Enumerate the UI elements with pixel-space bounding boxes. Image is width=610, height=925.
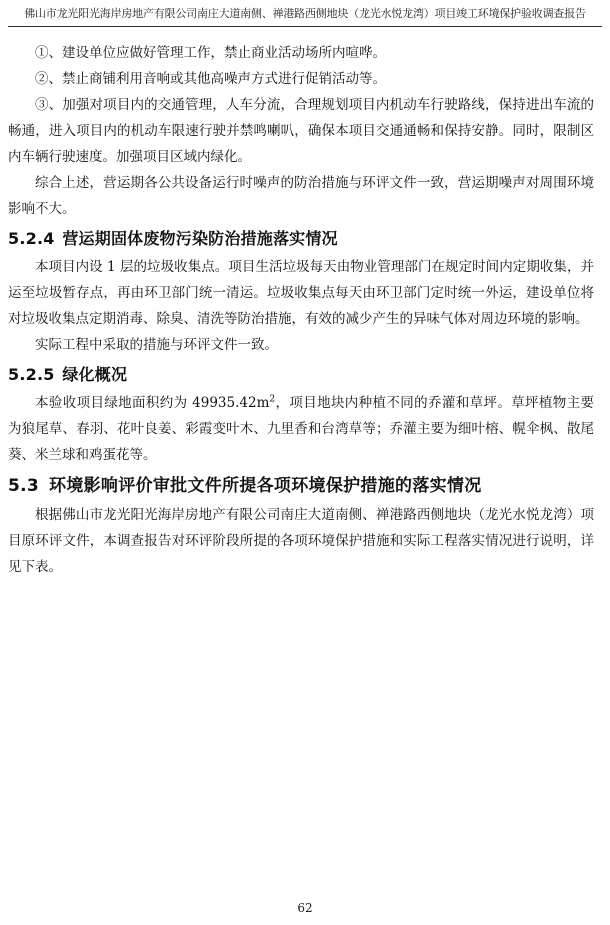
running-header: 佛山市龙光阳光海岸房地产有限公司南庄大道南侧、禅港路西侧地块（龙光水悦龙湾）项目竣工环境保护验收调查报告 [24, 7, 586, 20]
paragraph-measure-1: ①、建设单位应做好管理工作，禁止商业活动场所内喧哗。 [35, 45, 386, 61]
section-heading-5-3 [8, 470, 594, 502]
greening-text-before: 本验收项目绿地面积约为 49935.42m [35, 395, 270, 411]
paragraph-solid-waste-conclusion: 实际工程中采取的措施与环评文件一致。 [35, 337, 278, 353]
header-divider [8, 26, 602, 27]
section-heading-5-2-5 [8, 360, 594, 390]
section-title: 营运期固体废物污染防治措施落实情况 [62, 229, 338, 248]
section-number: 5.2.4 [8, 229, 55, 248]
paragraph-approval-measures: 根据佛山市龙光阳光海岸房地产有限公司南庄大道南侧、禅港路西侧地块（龙光水悦龙湾）项目原环评文件，本调查报告对环评阶段所提的各项环境保护措施和实际工程落实情况进行说明，详见下表。 [8, 507, 594, 575]
paragraph-measure-2: ②、禁止商铺利用音响或其他高噪声方式进行促销活动等。 [35, 71, 386, 87]
paragraph-solid-waste: 本项目内设 1 层的垃圾收集点。项目生活垃圾每天由物业管理部门在规定时间内定期收集，并运至垃圾暂存点，再由环卫部门统一清运。垃圾收集点每天由环卫部门定时统一外运，建设单位将对垃圾收集点定期消毒、除臭、清洗等防治措施，有效的减少产生的异味气体对周边环境的影响。 [8, 259, 594, 327]
section-number: 5.2.5 [8, 365, 55, 384]
page-number: 62 [297, 901, 313, 915]
paragraph-noise-summary: 综合上述，营运期各公共设备运行时噪声的防治措施与环评文件一致，营运期噪声对周围环境影响不大。 [8, 175, 594, 217]
section-heading-5-2-4 [8, 224, 594, 254]
body-content [8, 40, 594, 580]
area-superscript: 2 [269, 394, 276, 405]
greening-text-after: ，项目地块内种植不同的乔灌和草坪。草坪植物主要为狼尾草、春羽、花叶良姜、彩霞变叶木、九里香和台湾草等；乔灌主要为细叶榕、幌伞枫、散尾葵、米兰球和鸡蛋花等。 [8, 395, 595, 463]
paragraph-measure-3: ③、加强对项目内的交通管理，人车分流，合理规划项目内机动车行驶路线，保持进出车流的畅通，进入项目内的机动车限速行驶并禁鸣喇叭，确保本项目交通通畅和保持安静。同时，限制区内车辆行驶速度。加强项目区域内绿化。 [8, 97, 594, 165]
section-title: 绿化概况 [62, 365, 128, 384]
section-number: 5.3 [8, 476, 40, 496]
paragraph-greening [8, 390, 594, 468]
section-title: 环境影响评价审批文件所提各项环境保护措施的落实情况 [49, 476, 482, 496]
